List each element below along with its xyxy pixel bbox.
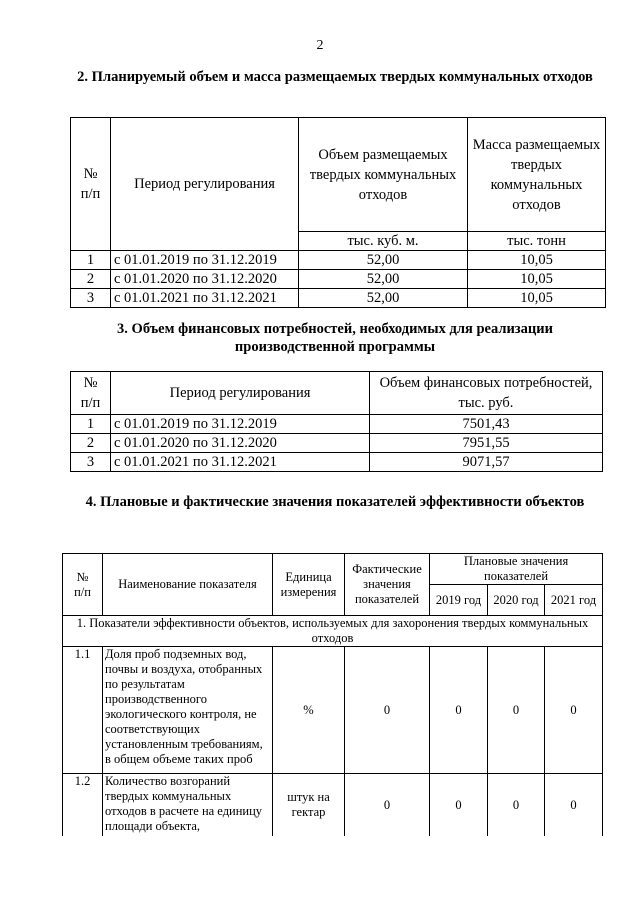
header-mass-unit: тыс. тонн — [468, 232, 606, 251]
header-planned: Плановые значения показателей — [430, 554, 603, 585]
row-num: 1.1 — [63, 647, 103, 774]
row-2020: 0 — [488, 647, 545, 774]
row-2019: 0 — [430, 647, 488, 774]
row-actual: 0 — [345, 647, 430, 774]
row-volume: 52,00 — [299, 251, 468, 270]
row-period: с 01.01.2021 по 31.12.2021 — [111, 289, 299, 308]
table-row — [71, 289, 606, 308]
subsection-title: 1. Показатели эффективности объектов, используемых для захоронения твердых коммунальных отходов — [63, 616, 603, 647]
header-period: Период регулирования — [111, 118, 299, 251]
row-period: с 01.01.2019 по 31.12.2019 — [111, 415, 370, 434]
header-num: № п/п — [71, 372, 111, 415]
header-num: № п/п — [63, 554, 103, 616]
header-year-2020: 2020 год — [488, 585, 545, 616]
header-mass: Масса размещаемых твердых коммунальных отходов — [468, 118, 606, 232]
header-volume-unit: тыс. куб. м. — [299, 232, 468, 251]
header-unit: Единица измерения — [273, 554, 345, 616]
header-volume: Объем размещаемых твердых коммунальных отходов — [299, 118, 468, 232]
table-row — [63, 774, 603, 837]
row-name: Количество возгораний твердых коммунальных отходов в расчете на единицу площади объекта, — [103, 774, 273, 837]
header-period: Период регулирования — [111, 372, 370, 415]
row-volume: 52,00 — [299, 289, 468, 308]
row-num: 1 — [71, 251, 111, 270]
financial-needs-table — [70, 371, 603, 472]
row-2021: 0 — [545, 647, 603, 774]
row-unit: штук на гектар — [273, 774, 345, 837]
efficiency-indicators-table — [62, 553, 603, 836]
table-row — [71, 434, 603, 453]
row-num: 3 — [71, 453, 111, 472]
row-2020: 0 — [488, 774, 545, 837]
section-3-title: 3. Объем финансовых потребностей, необходимых для реализации производственной программы — [117, 321, 553, 355]
row-mass: 10,05 — [468, 251, 606, 270]
table-row — [71, 453, 603, 472]
header-actual: Фактические значения показателей — [345, 554, 430, 616]
row-mass: 10,05 — [468, 270, 606, 289]
table-row — [71, 415, 603, 434]
row-period: с 01.01.2019 по 31.12.2019 — [111, 251, 299, 270]
row-volume: 52,00 — [299, 270, 468, 289]
row-need: 7951,55 — [370, 434, 603, 453]
row-num: 3 — [71, 289, 111, 308]
row-period: с 01.01.2020 по 31.12.2020 — [111, 270, 299, 289]
row-period: с 01.01.2021 по 31.12.2021 — [111, 453, 370, 472]
row-need: 9071,57 — [370, 453, 603, 472]
row-name: Доля проб подземных вод, почвы и воздуха, отобранных по результатам производственного экологического контроля, не соответствующих установленным требованиям, в общем объеме таких проб — [103, 647, 273, 774]
section-2-title: 2. Планируемый объем и масса размещаемых твердых коммунальных отходов — [77, 69, 593, 85]
header-name: Наименование показателя — [103, 554, 273, 616]
row-period: с 01.01.2020 по 31.12.2020 — [111, 434, 370, 453]
row-2021: 0 — [545, 774, 603, 837]
row-num: 1.2 — [63, 774, 103, 837]
header-num: № п/п — [71, 118, 111, 251]
section-4-title: 4. Плановые и фактические значения показателей эффективности объектов — [85, 494, 585, 510]
row-num: 2 — [71, 434, 111, 453]
page-number: 2 — [316, 38, 324, 53]
row-need: 7501,43 — [370, 415, 603, 434]
row-mass: 10,05 — [468, 289, 606, 308]
waste-volume-table — [70, 117, 606, 308]
row-num: 2 — [71, 270, 111, 289]
row-actual: 0 — [345, 774, 430, 837]
row-num: 1 — [71, 415, 111, 434]
header-need: Объем финансовых потребностей, тыс. руб. — [370, 372, 603, 415]
row-2019: 0 — [430, 774, 488, 837]
header-year-2019: 2019 год — [430, 585, 488, 616]
table-row — [63, 647, 603, 774]
header-year-2021: 2021 год — [545, 585, 603, 616]
row-unit: % — [273, 647, 345, 774]
table-row — [71, 270, 606, 289]
table-row — [71, 251, 606, 270]
